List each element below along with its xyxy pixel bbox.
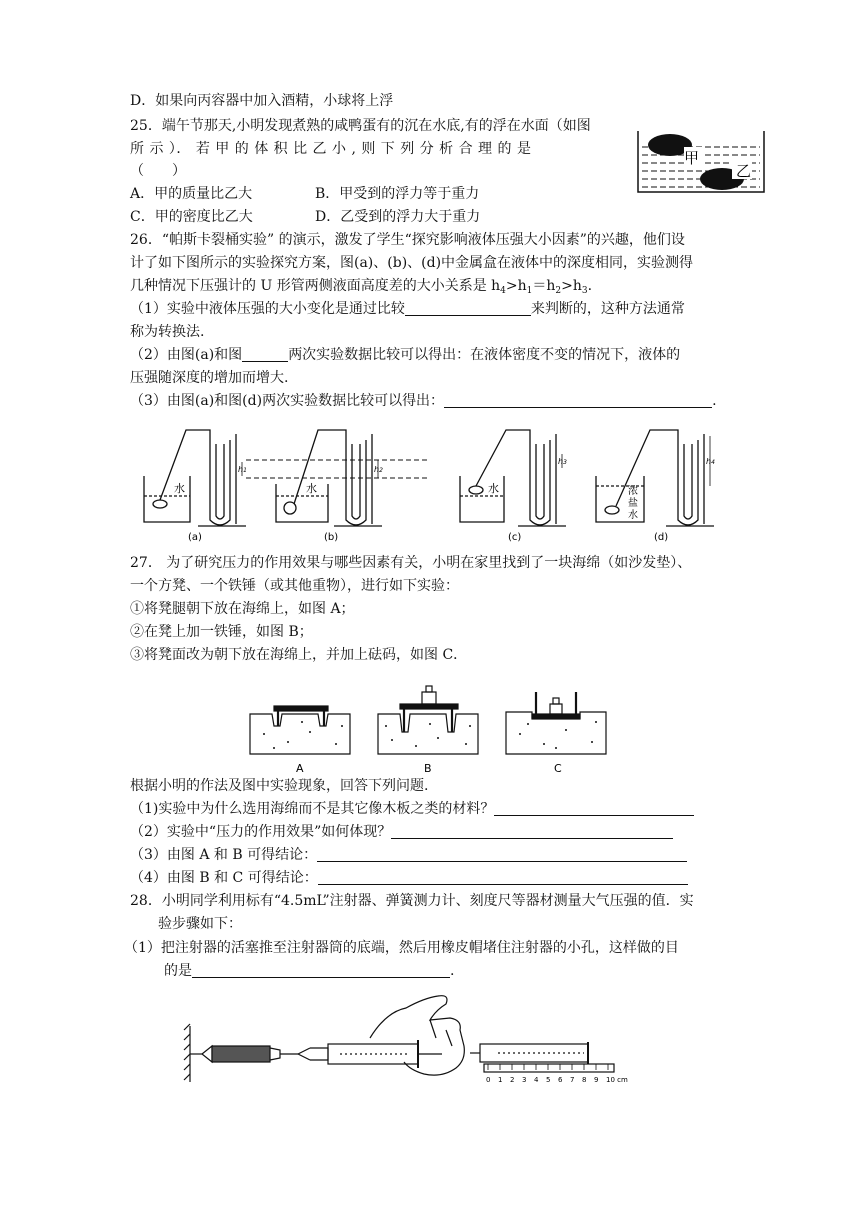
q26-sub2-post: 两次实验数据比较可以得出：在液体密度不变的情况下，液体的	[288, 347, 681, 363]
q26-figure-pressure-gauges	[138, 424, 718, 552]
q27-step2: ②在凳上加一铁锤，如图 B；	[130, 624, 313, 640]
ruler-tick-label: 0	[486, 1076, 491, 1084]
q25-line2: 所 示 ）． 若 甲 的 体 积 比 乙 小 , 则 下 列 分 析 合 理 的 是	[130, 141, 532, 157]
q27-step3: ③将凳面改为朝下放在海绵上，并加上砝码，如图 C．	[130, 647, 468, 663]
q24-option-d: D．如果向丙容器中加入酒精，小球将上浮	[130, 93, 394, 109]
label-water-c: 水	[488, 482, 499, 495]
q28-sub1-post: .	[450, 963, 455, 979]
q25-line1: 25．端午节那天,小明发现煮熟的咸鸭蛋有的沉在水底,有的浮在水面（如图	[130, 118, 591, 134]
sponge-c	[506, 692, 606, 754]
q28-sub1-blank[interactable]	[192, 961, 450, 978]
q27-sub2	[130, 821, 673, 844]
label-h1: h1	[238, 465, 247, 474]
q27-figure-sponge	[244, 682, 606, 784]
caption-a: (a)	[188, 532, 202, 543]
q27-sub3	[130, 844, 687, 867]
q27-sub2-text: （2）实验中“压力的作用效果”如何体现？	[130, 824, 392, 840]
q27-intro: 根据小明的作法及图中实验现象，回答下列问题.	[130, 778, 429, 794]
q26-sub1-pre: （1）实验中液体压强的大小变化是通过比较	[130, 301, 405, 317]
q25-option-d: D．乙受到的浮力大于重力	[315, 209, 481, 225]
sub-1: 1	[526, 286, 533, 296]
q26-line2: 计了如下图所示的实验探究方案，图(a)、(b)、(d)中金属盒在液体中的深度相同，实验测得	[130, 255, 694, 271]
caption-b: (b)	[324, 532, 339, 543]
label-water-a: 水	[174, 482, 185, 495]
spring-scale	[190, 1046, 310, 1062]
q26-sub2	[130, 344, 680, 367]
q27-sub3-text: （3）由图 A 和 B 可得结论：	[130, 847, 318, 863]
q28-sub1-line1: （1）把注射器的活塞推至注射器筒的底端，然后用橡皮帽堵住注射器的小孔，这样做的目	[124, 940, 679, 956]
sub-4: 4	[500, 286, 506, 296]
caption-d: (d)	[654, 532, 669, 543]
q28-line1: 28．小明同学利用标有“4.5mL”注射器、弹簧测力计、刻度尺等器材测量大气压强的值．实	[130, 893, 694, 909]
label-yi: 乙	[736, 162, 752, 180]
q26-sub2-blank[interactable]	[242, 345, 288, 362]
q26-sub2-line2: 压强随深度的增加而增大.	[130, 370, 289, 386]
label-h4: h4	[706, 457, 715, 466]
q27-sub4-blank[interactable]	[318, 868, 688, 885]
q27-sub1-text: （1)实验中为什么选用海绵而不是其它像木板之类的材料？	[130, 801, 495, 817]
q26-gt1: >h	[505, 278, 527, 294]
ruler	[484, 1064, 614, 1072]
q27-line1: 27． 为了研究压力的作用效果与哪些因素有关，小明在家里找到了一块海绵（如沙发垫）、	[130, 555, 692, 571]
q26-sub2-pre: （2）由图(a)和图	[130, 347, 243, 363]
ruler-tick-label: 10 cm	[606, 1076, 628, 1084]
q28-sub1-line2	[164, 960, 454, 983]
ruler-tick-label: 2	[510, 1076, 515, 1084]
q27-sub1	[130, 798, 694, 821]
syringe-left	[310, 1040, 442, 1068]
q26-sub1-blank[interactable]	[405, 299, 531, 316]
sponge-a	[250, 706, 350, 754]
q26-end: .	[587, 278, 593, 294]
syringe-right	[470, 1042, 588, 1064]
q27-sub1-blank[interactable]	[494, 799, 694, 816]
q26-sub1-line2: 称为转换法.	[130, 324, 205, 340]
caption-c: (c)	[508, 532, 522, 543]
caption-A: A	[296, 762, 304, 775]
caption-B: B	[424, 762, 432, 775]
label-jia: 甲	[684, 149, 700, 167]
q26-eq: ＝h	[532, 278, 556, 294]
q25-options-row1	[130, 183, 500, 206]
gauge-a	[144, 430, 246, 526]
sub-3: 3	[581, 286, 588, 296]
label-brine-3: 水	[628, 510, 638, 521]
ruler-tick-label: 6	[558, 1076, 563, 1084]
ruler-tick-label: 7	[570, 1076, 575, 1084]
label-h2: h2	[374, 465, 383, 474]
q28-sub1-pre: 的是	[164, 963, 192, 979]
q26-line1: 26．“帕斯卡裂桶实验” 的演示，激发了学生“探究影响液体压强大小因素”的兴趣，他们设	[130, 232, 685, 248]
ruler-tick-label: 1	[498, 1076, 503, 1084]
label-water-b: 水	[306, 482, 317, 495]
gauge-c	[460, 430, 566, 526]
ruler-tick-label: 5	[546, 1076, 551, 1084]
label-brine-1: 浓	[628, 486, 638, 497]
ruler-tick-label: 8	[582, 1076, 587, 1084]
q27-step1: ①将凳腿朝下放在海绵上，如图 A；	[130, 601, 355, 617]
label-h3: h3	[558, 457, 567, 466]
q26-sub3-blank[interactable]	[444, 391, 712, 408]
q26-sub3-post: .	[712, 393, 717, 409]
q26-sub3-pre: （3）由图(a)和图(d)两次实验数据比较可以得出：	[130, 393, 445, 409]
ruler-ticks	[486, 1064, 628, 1084]
q27-sub4	[130, 867, 688, 890]
q25-options-row2	[130, 206, 500, 229]
q26-sub3	[130, 390, 717, 413]
q25-figure-eggs	[636, 129, 768, 203]
q26-sub1-post: 来判断的，这种方法通常	[530, 301, 685, 317]
label-brine-2: 盐	[628, 498, 638, 509]
q26-line3-text: 几种情况下压强计的 U 形管两侧液面高度差的大小关系是 h	[130, 278, 501, 294]
ruler-tick-label: 3	[522, 1076, 527, 1084]
caption-C: C	[554, 762, 562, 775]
q28-figure-syringe	[180, 990, 628, 1096]
q28-line2: 验步骤如下：	[158, 916, 242, 932]
wall	[184, 1024, 190, 1082]
q25-option-c: C．甲的密度比乙大	[130, 209, 253, 225]
ruler-tick-label: 9	[594, 1076, 599, 1084]
q27-line2: 一个方凳、一个铁锤（或其他重物），进行如下实验：	[130, 578, 459, 594]
q25-option-b: B．甲受到的浮力等于重力	[315, 186, 480, 202]
gauge-d	[596, 430, 714, 526]
q25-answer-paren: （ ）	[130, 163, 186, 179]
q27-sub2-blank[interactable]	[391, 822, 673, 839]
q25-option-a: A．甲的质量比乙大	[130, 186, 253, 202]
sponge-b	[378, 686, 478, 754]
q26-gt2: >h	[561, 278, 582, 294]
sub-2: 2	[555, 286, 562, 296]
sponge-texture	[263, 721, 597, 749]
q27-sub4-text: （4）由图 B 和 C 可得结论：	[130, 870, 318, 886]
q26-sub1	[130, 298, 685, 321]
q26-line3	[130, 275, 592, 298]
ruler-tick-label: 4	[534, 1076, 539, 1084]
q27-sub3-blank[interactable]	[317, 845, 687, 862]
